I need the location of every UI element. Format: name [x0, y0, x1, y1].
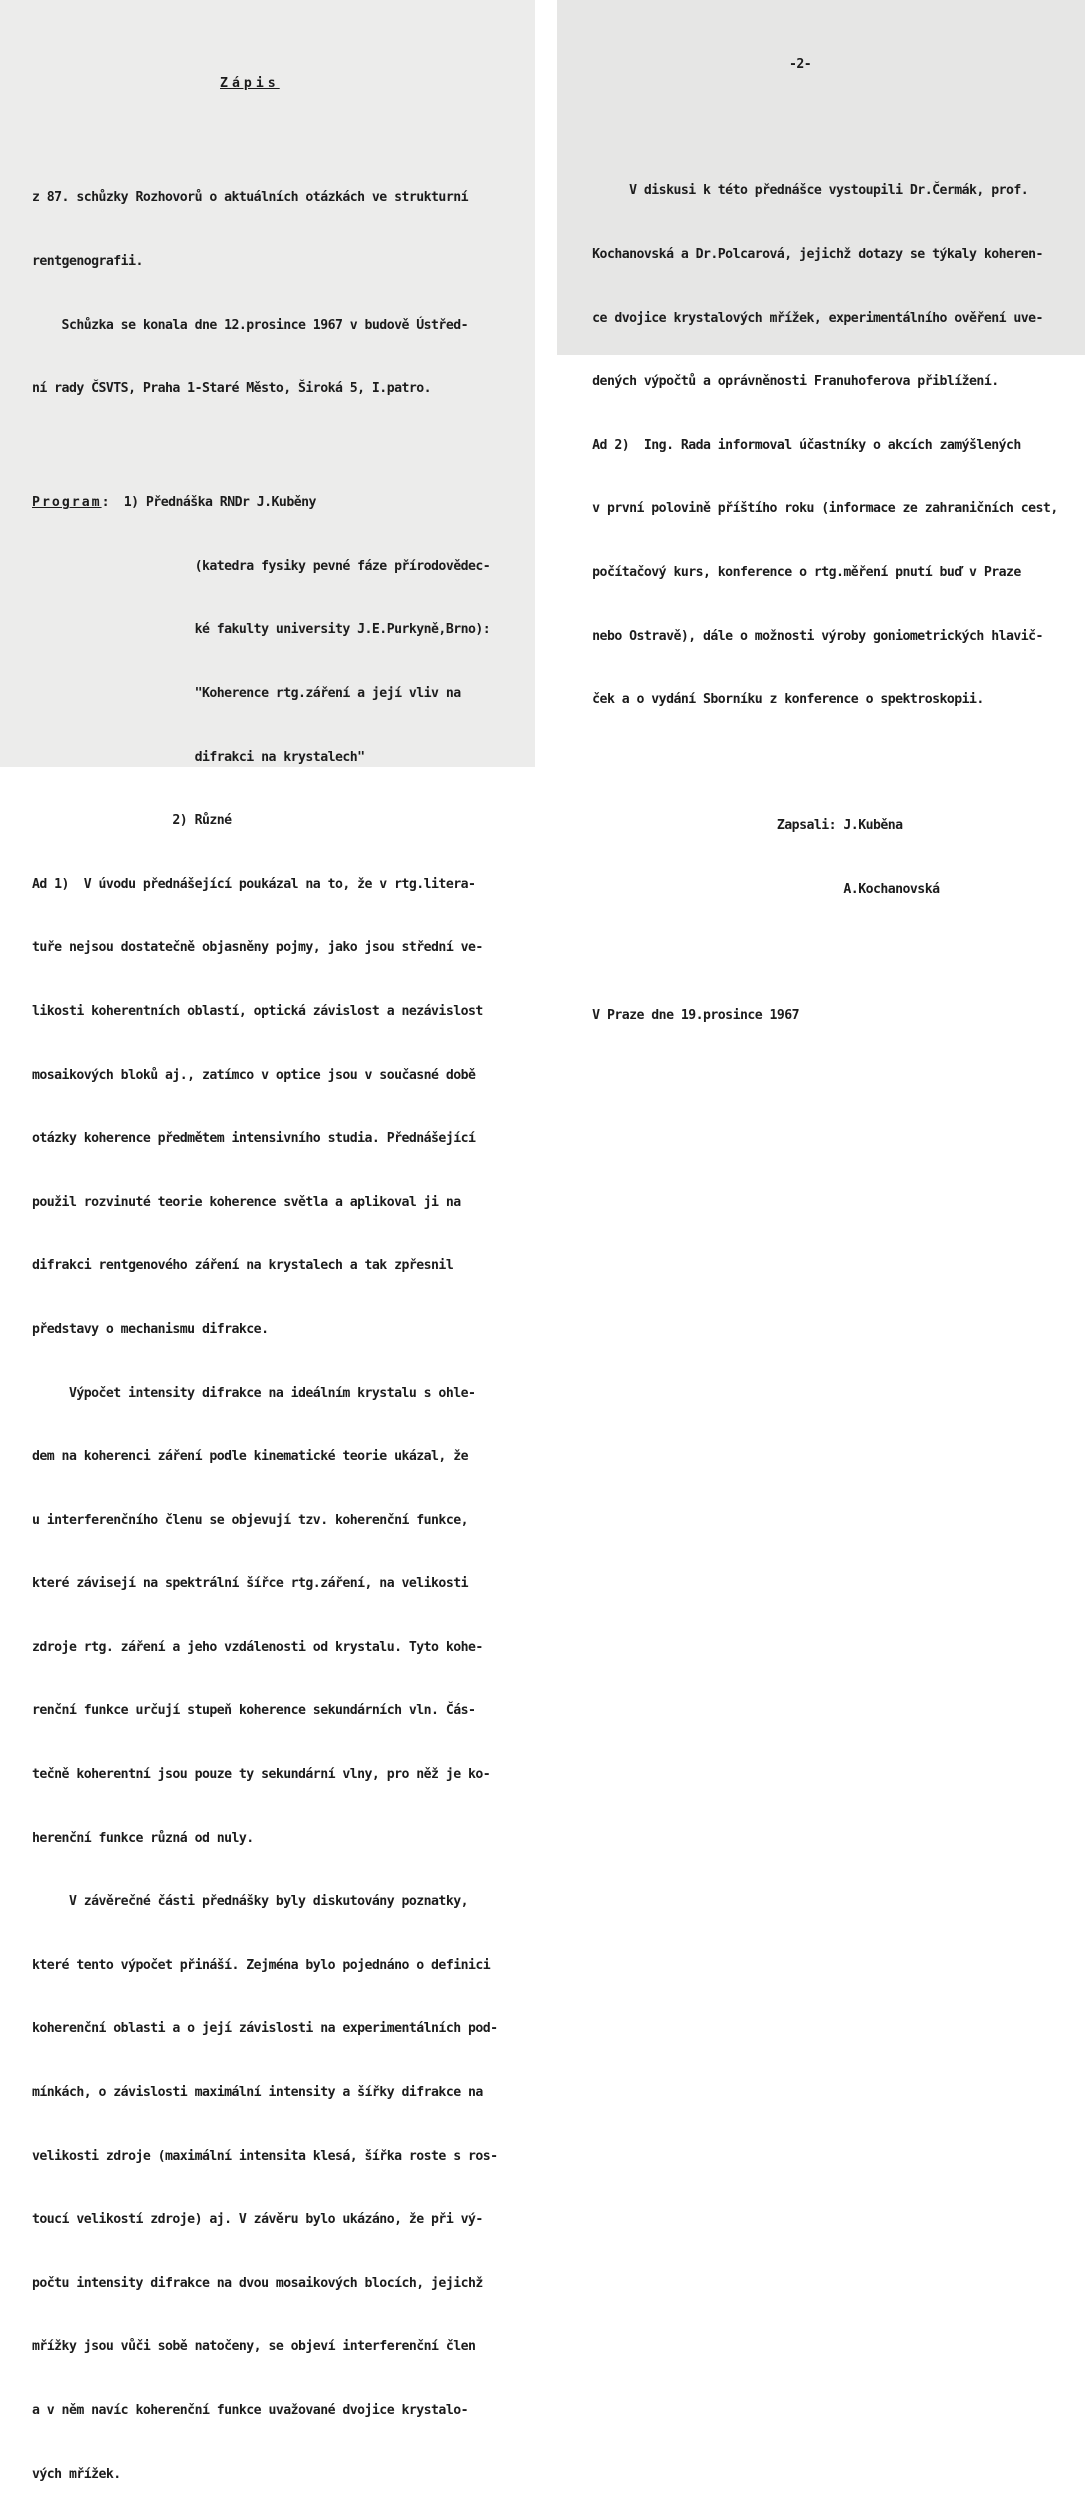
- program-line: difrakci na krystalech": [32, 749, 365, 765]
- meeting-line: Schůzka se konala dne 12.prosince 1967 v budově Ústřed-: [32, 317, 468, 333]
- program-line: ké fakulty university J.E.Purkyně,Brno):: [32, 622, 491, 638]
- paragraph-line: počtu intensity difrakce na dvou mosaikových blocích, jejichž: [32, 2275, 483, 2291]
- paragraph-line: mínkách, o závislosti maximální intensity a šířky difrakce na: [32, 2085, 483, 2101]
- ad1-line: mosaikových bloků aj., zatímco v optice jsou v současné době: [32, 1067, 476, 1083]
- paragraph-line: a v něm navíc koherenční funkce uvažované dvojice krystalo-: [32, 2403, 468, 2418]
- program-item: : 1) Přednáška RNDr J.Kuběny: [101, 495, 316, 511]
- ad1-line: tuře nejsou dostatečně objasněny pojmy, jako jsou střední ve-: [32, 940, 483, 956]
- signature-line: A.Kochanovská: [570, 881, 940, 897]
- paragraph-line: vých mřížek.: [32, 2466, 121, 2482]
- discussion-line: ce dvojice krystalových mřížek, experimentálního ověření uve-: [570, 310, 1043, 326]
- ad2-line: nebo Ostravě), dále o možnosti výroby goniometrických hlavič-: [570, 628, 1043, 644]
- paragraph-line: tečně koherentní jsou pouze ty sekundární vlny, pro něž je ko-: [32, 1767, 491, 1783]
- ad2-line: počítačový kurs, konference o rtg.měření pnutí buď v Praze: [570, 564, 1021, 580]
- signature-line: Zapsali: J.Kuběna: [570, 818, 903, 834]
- intro-line: z 87. schůzky Rozhovorů o aktuálních otázkách ve strukturní: [32, 190, 468, 206]
- discussion-line: dených výpočtů a oprávněnosti Franuhoferova přiblížení.: [570, 374, 999, 390]
- document-title: Zápis: [220, 76, 280, 92]
- paragraph-line: mřížky jsou vůči sobě natočeny, se objeví interferenční člen: [32, 2339, 476, 2355]
- date-line: V Praze dne 19.prosince 1967: [570, 1007, 800, 1023]
- ad1-line: použil rozvinuté teorie koherence světla a aplikoval ji na: [32, 1194, 461, 1210]
- page-number: -2-: [789, 57, 812, 73]
- intro-line: rentgenografii.: [32, 254, 143, 269]
- paragraph-line: zdroje rtg. záření a jeho vzdálenosti od krystalu. Tyto kohe-: [32, 1639, 483, 1655]
- ad2-line: v první polovině příštího roku (informace ze zahraničních cest,: [570, 501, 1058, 517]
- program-line: [32, 492, 535, 513]
- document-page-2: [557, 0, 1085, 1023]
- ad1-line: Ad 1) V úvodu přednášející poukázal na to, že v rtg.litera-: [32, 876, 476, 892]
- discussion-line: Kochanovská a Dr.Polcarová, jejichž dotazy se týkaly koheren-: [570, 247, 1043, 262]
- discussion-line: V diskusi k této přednášce vystoupili Dr.Čermák, prof.: [570, 183, 1029, 199]
- ad1-line: otázky koherence předmětem intensivního studia. Přednášející: [32, 1131, 476, 1147]
- program-line: (katedra fysiky pevné fáze přírodovědec-: [32, 558, 491, 574]
- paragraph-line: V závěrečné části přednášky byly diskutovány poznatky,: [32, 1894, 468, 1910]
- program-line: "Koherence rtg.záření a její vliv na: [32, 685, 461, 701]
- meeting-line: ní rady ČSVTS, Praha 1-Staré Město, Široká 5, I.patro.: [32, 381, 432, 397]
- ad2-line: Ad 2) Ing. Rada informoval účastníky o akcích zamýšlených: [570, 437, 1021, 453]
- ad1-line: představy o mechanismu difrakce.: [32, 1321, 269, 1337]
- paragraph-line: renční funkce určují stupeň koherence sekundárních vln. Čás-: [32, 1703, 476, 1719]
- ad1-line: difrakci rentgenového záření na krystalech a tak zpřesnil: [32, 1258, 454, 1274]
- paragraph-line: herenční funkce různá od nuly.: [32, 1830, 254, 1846]
- document-page-1: [0, 0, 535, 2482]
- program-line: 2) Různé: [32, 813, 232, 829]
- paragraph-line: toucí velikostí zdroje) aj. V závěru bylo ukázáno, že při vý-: [32, 2212, 483, 2228]
- program-label: Program: [32, 495, 102, 511]
- paragraph-line: koherenční oblasti a o její závislosti na experimentálních pod-: [32, 2021, 498, 2037]
- ad2-line: ček a o vydání Sborníku z konference o spektroskopii.: [570, 692, 984, 708]
- paragraph-line: které závisejí na spektrální šířce rtg.záření, na velikosti: [32, 1576, 468, 1592]
- paragraph-line: u interferenčního členu se objevují tzv. koherenční funkce,: [32, 1512, 468, 1528]
- paragraph-line: Výpočet intensity difrakce na ideálním krystalu s ohle-: [32, 1385, 476, 1401]
- paragraph-line: dem na koherenci záření podle kinematické teorie ukázal, že: [32, 1449, 468, 1465]
- paragraph-line: které tento výpočet přináší. Zejména bylo pojednáno o definici: [32, 1957, 491, 1973]
- paragraph-line: velikosti zdroje (maximální intensita klesá, šířka roste s ros-: [32, 2148, 498, 2164]
- ad1-line: likosti koherentních oblastí, optická závislost a nezávislost: [32, 1003, 483, 1019]
